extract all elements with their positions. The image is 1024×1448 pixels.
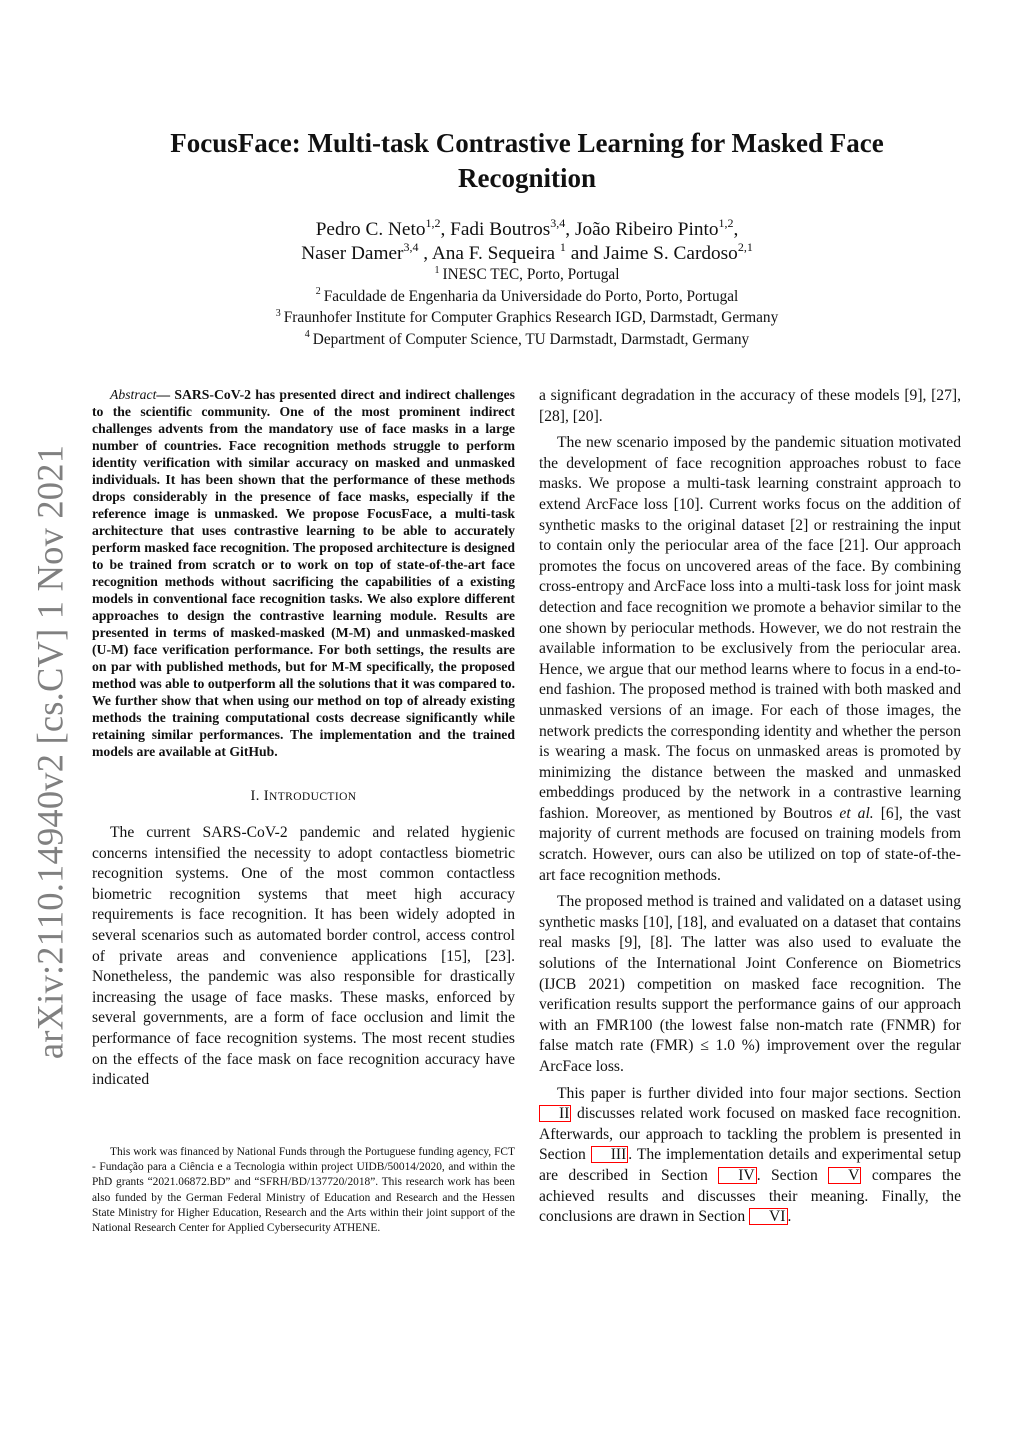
funding-footnote: This work was financed by National Funds through the Portuguese funding agency, FCT - Fundação para a Ciência e a Tecnologia within project UIDB/50014/2020, and within the PhD grants “2021.06872.BD” and “SFRH/BD/137720/2018”. This research work has been also funded by the German Federal Ministry of Education and Research and the Hessen State Ministry for Higher Education, Research and the Arts within their joint support of the National Research Center for Applied Cybersecurity ATHENE. xyxy=(92,1146,515,1235)
paragraph-text: discusses related work focused on masked face recognition. Afterwards, our approach to tackling the problem is presented in Section xyxy=(539,1105,961,1164)
paper-title: FocusFace: Multi-task Contrastive Learning for Masked Face Recognition xyxy=(170,128,884,193)
author-affil-sup: 2,1 xyxy=(737,239,753,254)
section-ref-link[interactable]: IV xyxy=(718,1167,756,1184)
paragraph-text: This paper is further divided into four major sections. Section xyxy=(557,1084,961,1102)
section-ref-link[interactable]: III xyxy=(591,1146,629,1163)
section-ref-link[interactable]: II xyxy=(539,1105,571,1122)
author-affil-sup: 3,4 xyxy=(403,239,419,254)
affiliation-text: Faculdade de Engenharia da Universidade do Porto, Porto, Portugal xyxy=(323,287,739,305)
affiliation-line xyxy=(120,264,934,286)
right-column xyxy=(539,386,961,1234)
section-ref-link[interactable]: V xyxy=(828,1167,861,1184)
affiliation-line xyxy=(120,286,934,308)
intro-paragraph xyxy=(539,1084,961,1228)
author-name: Ana F. Sequeira xyxy=(431,243,556,264)
abstract-text: SARS-CoV-2 has presented direct and indirect challenges to the scientific community. One of the most prominent indirect challenges advents from the mandatory use of face masks in a large number of countries. Face recognition methods struggle to perform identity verification with similar accuracy on masked and unmasked individuals. It has been shown that the performance of these methods drops considerably in the presence of face masks, especially if the reference image is unmasked. We propose FocusFace, a multi-task architecture that uses contrastive learning to be able to accurately perform masked face recognition. The proposed architecture is designed to be trained from scratch or to work on top of state-of-the-art face recognition methods without sacrificing the capabilities of a existing models in conventional face recognition tasks. We also explore different approaches to design the contrastive learning module. Results are presented in terms of masked-masked (M-M) and unmasked-masked (U-M) face verification performance. For both settings, the results are on par with published methods, but for M-M specifically, the proposed method was able to outperform all the solutions that it was compared to. We further show that when using our method on top of already existing methods the training computational costs decrease significantly while retaining similar performances. The implementation and the trained models are available at GitHub. xyxy=(92,387,515,759)
abstract: Abstract— SARS-CoV-2 has presented direct and indirect challenges to the scientific community. One of the most prominent indirect challenges advents from the mandatory use of face masks in a large number of countries. Face recognition methods struggle to perform identity verification with similar accuracy on masked and unmasked individuals. It has been shown that the performance of these methods drops considerably in the presence of face masks, especially if the reference image is unmasked. We propose FocusFace, a multi-task architecture that uses contrastive learning to be able to accurately perform masked face recognition. The proposed architecture is designed to be trained from scratch or to work on top of state-of-the-art face recognition methods without sacrificing the capabilities of a existing models in conventional face recognition tasks. We also explore different approaches to design the contrastive learning module. Results are presented in terms of masked-masked (M-M) and unmasked-masked (U-M) face verification performance. For both settings, the results are on par with published methods, but for M-M specifically, the proposed method was able to outperform all the solutions that it was compared to. We further show that when using our method on top of already existing methods the training computational costs decrease significantly while retaining similar performances. The implementation and the trained models are available at GitHub. xyxy=(92,387,515,759)
abstract-label: Abstract xyxy=(110,387,157,402)
affiliation-text: Department of Computer Science, TU Darmstadt, Darmstadt, Germany xyxy=(312,330,750,348)
arxiv-identifier: arXiv:2110.14940v2 [cs.CV] 1 Nov 2021 xyxy=(29,444,71,1060)
affiliation-number: 3 xyxy=(275,307,281,319)
section-heading xyxy=(92,787,515,806)
author-affil-sup: 1,2 xyxy=(425,215,441,230)
author-list: Pedro C. Neto$^{1,2}$, Fadi Boutros$^{3,4}$, João Ribeiro Pinto$^{1,2}$, Naser Damer$^{3,4}$ , Ana F. Sequeira $^1$ and Jaime S. Cardoso$^{2,1}$ xyxy=(301,215,753,264)
author-name: Pedro C. Neto xyxy=(315,219,426,240)
left-column xyxy=(92,386,515,1097)
paragraph-text: . xyxy=(787,1208,792,1226)
section-number: I. xyxy=(250,788,260,804)
author-name: Fadi Boutros xyxy=(450,219,551,240)
author-name: João Ribeiro Pinto xyxy=(574,219,719,240)
affiliation-number: 4 xyxy=(304,329,310,341)
affiliation-text: Fraunhofer Institute for Computer Graphics Research IGD, Darmstadt, Germany xyxy=(283,309,779,326)
section-title-rest: NTRODUCTION xyxy=(269,791,357,803)
paragraph-text: [6], the vast majority of current methods are focused on training models from scratch. However, ours can also be utilized on top of state-of-the-art face recognition methods. xyxy=(539,804,961,884)
intro-paragraph-continued: a significant degradation in the accuracy of these models [9], [27], [28], [20]. xyxy=(539,387,961,425)
section-ref-link[interactable]: VI xyxy=(749,1208,787,1225)
intro-paragraph: The current SARS-CoV-2 pandemic and related hygienic concerns intensified the necessity to adopt contactless biometric recognition systems. One of the most common contactless biometric recognition systems that meet high accuracy requirements is face recognition. It has been widely adopted in several scenarios such as automated border control, access control of private areas and convenience applications [15], [23]. Nonetheless, the pandemic was also responsible for drastically increasing the usage of face masks. These masks, enforced by several governments, are a form of face occlusion and limit the performance of face recognition systems. The most recent studies on the effects of the face mask on face recognition accuracy have indicated xyxy=(92,824,515,1089)
author-name: Naser Damer xyxy=(301,243,404,264)
paragraph-emphasis: et al. xyxy=(839,804,874,822)
affiliation-line xyxy=(120,329,934,351)
affiliation-number: 2 xyxy=(315,286,321,298)
intro-paragraph: The proposed method is trained and validated on a dataset using synthetic masks [10], [18], and evaluated on a dataset that contains real masks [9], [8]. The latter was also used to evaluate the solutions of the International Joint Conference on Biometrics (IJCB 2021) competition on masked face recognition. The verification results support the performance gains of our approach with an FMR100 (the lowest false non-match rate (FNMR) for false match rate (FMR) ≤ 1.0 %) improvement over the regular ArcFace loss. xyxy=(539,893,961,1075)
affiliation-text: INESC TEC, Porto, Portugal xyxy=(442,266,620,283)
intro-paragraph xyxy=(539,433,961,886)
affiliation-line xyxy=(120,307,934,329)
affiliation-list xyxy=(120,264,934,350)
author-name: Jaime S. Cardoso xyxy=(603,243,738,264)
paragraph-text: compares the achieved results and discusses their meaning. Finally, the conclusions are drawn in Section xyxy=(539,1166,961,1226)
affiliation-number: 1 xyxy=(434,264,440,276)
paragraph-text: . The implementation details and experimental setup are described in Section xyxy=(539,1146,962,1184)
section-title-initial: I xyxy=(263,788,270,804)
author-affil-sup: 1 xyxy=(559,239,566,254)
paragraph-text: . Section xyxy=(756,1166,818,1184)
paragraph-text: The new scenario imposed by the pandemic situation motivated the development of face recognition approaches robust to face masks. We propose a multi-task learning constraint approach to extend ArcFace loss [10]. Current works focus on the addition of synthetic masks to the original dataset [2] or restraining the input to contain only the periocular area of the face [21]. Our approach promotes the focus on uncovered areas of the face. By combining cross-entropy and ArcFace loss into a multi-task loss for joint mask detection and face recognition we promote a behavior similar to the one shown by periocular methods. However, we do not restrain the available information to be exclusively from the periocular area. Hence, we argue that our method learns where to focus in a end-to-end fashion. The proposed method is trained with both masked and unmasked versions of an image. For each of those images, the network predicts the corresponding identity and whether the person is wearing a mask. The focus on unmasked areas is promoted by minimizing the distance between the masked and unmasked embeddings produced by the network in a contrastive learning fashion. Moreover, as mentioned by Boutros xyxy=(539,434,961,822)
author-affil-sup: 3,4 xyxy=(550,215,566,230)
author-affil-sup: 1,2 xyxy=(718,215,734,230)
